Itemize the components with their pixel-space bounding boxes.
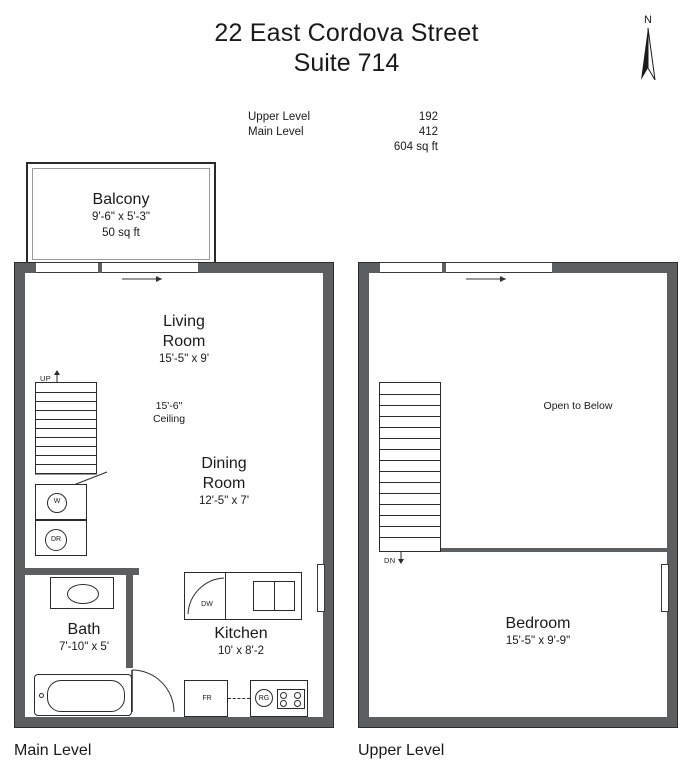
- balcony-name: Balcony: [92, 191, 150, 208]
- balcony-dimensions: 9'-6" x 5'-3": [92, 211, 150, 223]
- dishwasher-swing-icon: [186, 574, 226, 618]
- window-right-upper: [661, 564, 669, 612]
- ceiling-height-note: [114, 400, 224, 426]
- dryer-closet: [35, 520, 87, 556]
- room-label-bath: [34, 620, 134, 655]
- area-row-upper-label: Upper Level: [248, 111, 311, 123]
- staircase-upper-level: [379, 382, 441, 552]
- dryer-label: DR: [50, 536, 62, 543]
- stair-up-label: UP: [40, 374, 52, 383]
- ceiling-note-line1: 15'-6": [155, 400, 183, 412]
- ceiling-note-line2: Ceiling: [152, 413, 186, 425]
- bedroom-dimensions: 15'-5" x 9'-9": [505, 635, 571, 647]
- counter-dashed-line: [228, 698, 250, 700]
- door-swing-arrow-upper: [466, 274, 514, 284]
- area-row-main: [248, 125, 448, 140]
- living-room-name-line2: Room: [162, 333, 206, 350]
- area-row-upper: [248, 110, 448, 125]
- bathtub-basin-icon: [47, 680, 125, 712]
- area-row-upper-value: 192: [418, 111, 438, 123]
- main-level-floorplan: [14, 262, 334, 728]
- area-row-total: [248, 140, 448, 155]
- title-line-2: Suite 714: [293, 49, 400, 77]
- stair-down-arrow-icon: [396, 552, 406, 564]
- range-label: RG: [258, 695, 270, 702]
- caption-upper-level: Upper Level: [358, 742, 445, 759]
- kitchen-name: Kitchen: [214, 625, 268, 642]
- open-to-below-label: Open to Below: [543, 400, 613, 412]
- room-label-bedroom: [448, 614, 628, 649]
- window-living-right: [102, 262, 198, 273]
- bedroom-name: Bedroom: [505, 615, 571, 632]
- living-room-dimensions: 15'-5" x 9': [158, 353, 210, 365]
- living-room-name-line1: Living: [163, 313, 205, 330]
- compass-rose: [628, 14, 668, 84]
- upper-level-floorplan: [358, 262, 678, 728]
- window-right-main: [317, 564, 325, 612]
- staircase-main-level: [35, 382, 97, 474]
- bath-vanity: [50, 577, 114, 609]
- bathtub-drain-icon: [39, 693, 44, 698]
- washer-label: W: [53, 498, 61, 505]
- compass-north-label: N: [644, 14, 652, 26]
- area-row-main-label: Main Level: [248, 126, 304, 138]
- dining-room-name-line2: Room: [202, 475, 246, 492]
- refrigerator: [184, 680, 228, 717]
- stair-down-label: DN: [384, 556, 396, 565]
- window-living-left: [36, 262, 98, 273]
- bath-name: Bath: [67, 621, 101, 638]
- stair-up-arrow-icon: [52, 370, 62, 382]
- room-label-kitchen: [176, 624, 306, 659]
- sink-divider: [274, 581, 275, 611]
- dishwasher-label: DW: [201, 601, 213, 608]
- bath-wall-top: [25, 568, 139, 575]
- kitchen-dimensions: 10' x 8'-2: [218, 645, 264, 657]
- room-label-living-room: [104, 312, 264, 367]
- window-upper-left: [380, 262, 442, 273]
- refrigerator-label: FR: [202, 695, 212, 702]
- area-row-main-value: 412: [418, 126, 438, 138]
- room-label-dining-room: [144, 454, 304, 509]
- compass-north-arrow-icon: [637, 28, 659, 80]
- page-title: [0, 18, 693, 78]
- dining-room-dimensions: 12'-5" x 7': [198, 495, 250, 507]
- washer-closet: [35, 484, 87, 520]
- balcony-label: [30, 190, 212, 241]
- area-total-value: 604 sq ft: [393, 141, 438, 153]
- dining-room-name-line1: Dining: [201, 455, 247, 472]
- door-swing-arrow-living: [122, 274, 170, 284]
- bathtub: [34, 674, 132, 716]
- sink-basin-icon: [67, 584, 99, 604]
- title-line-1: 22 East Cordova Street: [214, 19, 479, 47]
- range-oven: [250, 680, 308, 717]
- bath-dimensions: 7'-10" x 5': [58, 641, 110, 653]
- caption-main-level: Main Level: [14, 742, 92, 759]
- window-upper-right: [446, 262, 552, 273]
- loft-edge-rail: [441, 548, 669, 552]
- balcony-area: 50 sq ft: [102, 227, 140, 239]
- bath-door-swing-icon: [130, 668, 176, 716]
- area-summary: [248, 110, 448, 155]
